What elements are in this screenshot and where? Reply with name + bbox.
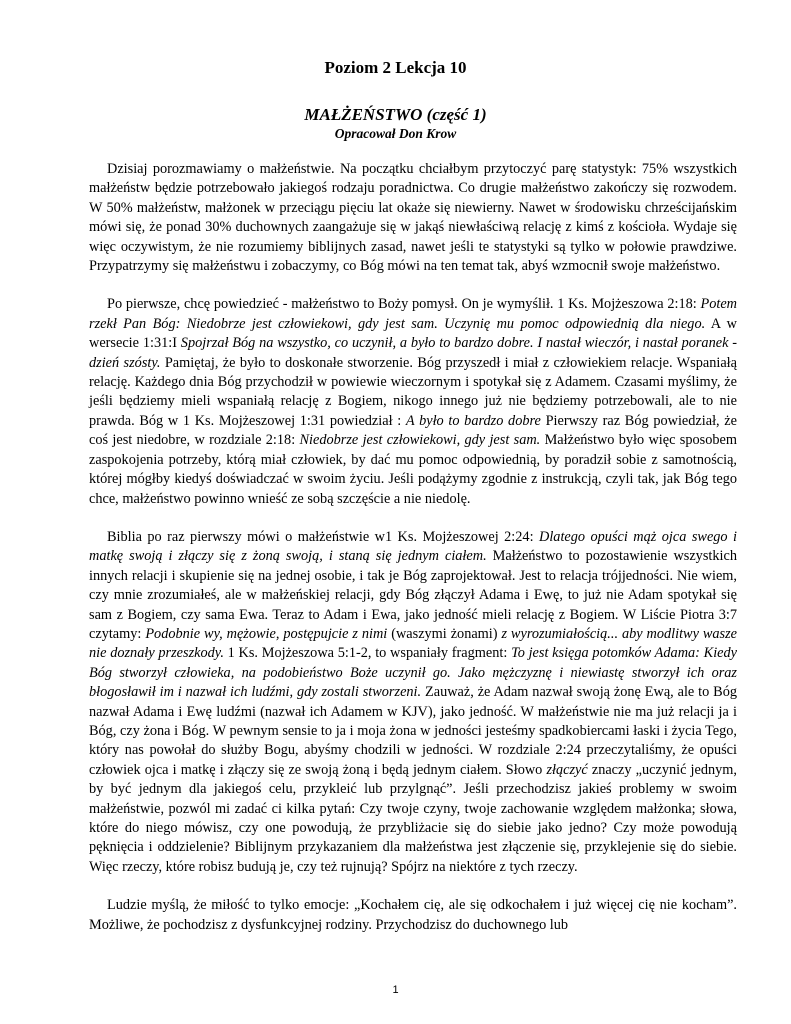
text-run: Biblia po raz pierwszy mówi o małżeństwie w1 Ks. Mojżeszowej 2:24: (107, 528, 539, 545)
scripture-quote: złączyć (546, 761, 588, 778)
lesson-subtitle: MAŁŻEŃSTWO (część 1) (304, 105, 487, 124)
paragraph-3 (89, 528, 737, 877)
scripture-quote: Niedobrze jest człowiekowi, gdy jest sam. (299, 432, 541, 449)
paragraph-4 (89, 896, 737, 935)
text-run: 1 Ks. Mojżeszowa 5:1-2, to wspaniały fragment: (223, 645, 512, 662)
scripture-quote: To jest księga potomków Adama: Kiedy Bóg stworzył człowieka, na podobieństwo Boże uczynił go. Jako mężczyznę i niewiastę stworzył ich oraz błogosławił im i nazwał ich ludźmi, gdy zostali stworzeni. (89, 645, 738, 701)
scripture-quote: Podobnie wy, mężowie, postępujcie z nimi (145, 625, 388, 642)
text-run: znaczy „uczynić jednym, by być jednym dla jakiegoś celu, przykleić lub przylgnąć”. Jeśli przechodzisz jakieś problemy w swoim małżeństwie, pozwól mi zadać ci kilka pytań: Czy twoje czyny, twoje zachowanie względem małżonka; słowa, które do niego mówisz, czy one powodują, że przybliżacie się do siebie jako jedno? Czy może powodują pęknięcia i oddzielenie? Biblijnym przykazaniem dla małżeństwa jest złączenie się, przyklejenie się do siebie. Więc rzeczy, które robisz budują je, czy też rujnują? Spójrz na niektóre z tych rzeczy. (89, 761, 738, 875)
text-run: Pierwszy raz Bóg powiedział, że coś jest niedobre, w rozdziale 2:18: (89, 412, 737, 449)
text-run: Dzisiaj porozmawiamy o małżeństwie. Na początku chciałbym przytoczyć parę statystyk: 75% wszystkich małżeństw będzie potrzebowało jakiegoś rodzaju poradnictwa. Co drugie małżeństwo zakończy się rozwodem. W 50% małżeństw, małżonek w przeciągu pięciu lat okaże się niewierny. Nawet w środowisku chrześcijańskim mówi się, że ponad 30% duchownych zaangażuje się w jakąś niewłaściwą relację z kimś z kościoła. Wydaje się więc oczywistym, że nie rozumiemy biblijnych zasad, nawet jeśli te statystyki są tylko w połowie prawdziwe. Przypatrzymy się małżeństwu i zobaczymy, co Bóg mówi na ten temat tak, abyś wzmocnił swoje małżeństwo. (89, 161, 737, 275)
author-line: Opracował Don Krow (334, 126, 457, 141)
paragraph-1 (89, 160, 737, 276)
paragraph-2 (89, 295, 737, 508)
text-run: Ludzie myślą, że miłość to tylko emocje: „Kochałem cię, ale się odkochałem i już więcej cię nie kocham”. Możliwe, że pochodzisz z dysfunkcyjnej rodziny. Przychodzisz do duchownego lub (89, 897, 737, 933)
scripture-quote: Dlatego opuści mąż ojca swego i matkę swoją i złączy się z żoną swoją, i staną się jednym ciałem. (89, 528, 738, 565)
scripture-quote: Spojrzał Bóg na wszystko, co uczynił, a było to bardzo dobre. I nastał wieczór, i nastał poranek - dzień szósty. (89, 335, 737, 371)
text-run: (waszymi żonami) (387, 625, 502, 642)
text-run: Małżeństwo to pozostawienie wszystkich innych relacji i skupienie się na jednej osobie, i tak je Bóg zaprojektował. Jest to relacja trójjedności. Nie wiem, czy mnie zrozumiałeś, ale w małżeńskiej relacji, gdy Bóg złączył Adama i Ewę, to już nie Adam spotykał się sam z Bogiem, czy sama Ewa. Teraz to Adam i Ewa, jako jedność mieli relację z Bogiem. W Liście Piotra 3:7 czytamy: (89, 548, 737, 642)
text-run: Pamiętaj, że było to doskonałe stworzenie. Bóg przyszedł i miał z człowiekiem relacje. Wspaniałą relację. Każdego dnia Bóg przychodził w powiewie wieczornym i spotykał się z Adamem. Czasami myślimy, że jeśli będziemy mieli wspaniałą relację z Bogiem, nikogo innego już nie będziemy potrzebowali, ale to nie prawda. Bóg w 1 Ks. Mojżeszowej 1:31 powiedział : (89, 354, 737, 429)
lesson-title: Poziom 2 Lekcja 10 (324, 58, 467, 77)
text-run: A w wersecie 1:31:I (89, 315, 737, 352)
document-body (89, 160, 737, 954)
scripture-quote: A było to bardzo dobre (405, 412, 541, 429)
text-run: Zauważ, że Adam nazwał swoją żonę Ewą, ale to Bóg nazwał Adama i Ewę ludźmi (nazwał ich Adamem w KJV), jako jedność. W małżeństwie nie ma już relacji ja i Bóg, czy żona i Bóg. W pewnym sensie to ja i moja żona w jedności jesteśmy spadkobiercami łaski i życia Tego, który nas powołał do służby Bogu, abyśmy chodzili w jedności. W rozdziale 2:24 przeczytaliśmy, że opuści człowiek ojca i matkę i złączy się ze swoją żoną i będą jednym ciałem. Słowo (89, 684, 737, 778)
text-run: Po pierwsze, chcę powiedzieć - małżeństwo to Boży pomysł. On je wymyślił. 1 Ks. Mojżeszowa 2:18: (107, 296, 701, 313)
scripture-quote: z wyrozumiałością... aby modlitwy wasze nie doznały przeszkody. (89, 625, 737, 662)
text-run: Małżeństwo było więc sposobem zaspokojenia potrzeby, którą miał człowiek, by dać mu pomoc odpowiednią, by poradził sobie z samotnością, której mógłby kiedyś doświadczać w swoim życiu. Jeśli podążymy zgodnie z instrukcją, czyli tak, jak Bóg tego chce, małżeństwo powinno wnieść ze sobą szczęście a nie niedolę. (89, 432, 737, 507)
scripture-quote: Potem rzekł Pan Bóg: Niedobrze jest człowiekowi, gdy jest sam. Uczynię mu pomoc odpowiednią dla niego. (89, 296, 737, 332)
page-number: 1 (392, 984, 399, 996)
